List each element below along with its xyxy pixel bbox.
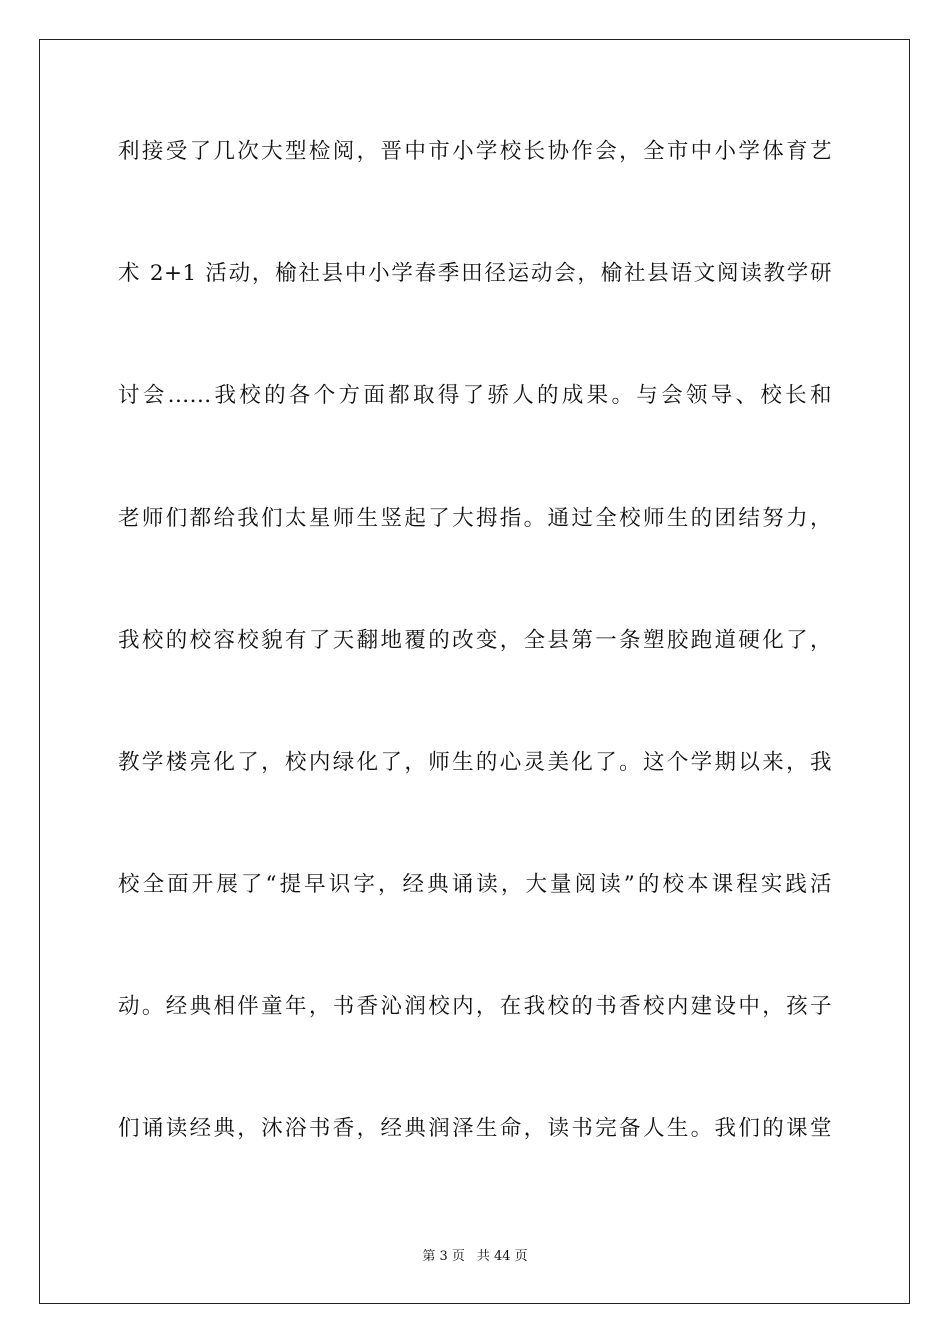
body-text-line-4: 老师们都给我们太星师生竖起了大拇指。通过全校师生的团结努力， xyxy=(118,506,832,531)
body-text-line-7: 校全面开展了“提早识字，经典诵读，大量阅读”的校本课程实践活 xyxy=(118,872,832,897)
page-total: 共 44 页 xyxy=(476,1249,528,1264)
page-footer xyxy=(0,1248,950,1266)
body-text-line-5: 我校的校容校貌有了天翻地覆的改变，全县第一条塑胶跑道硬化了， xyxy=(118,628,832,653)
body-text-line-6: 教学楼亮化了，校内绿化了，师生的心灵美化了。这个学期以来，我 xyxy=(118,750,832,775)
body-text-line-1: 利接受了几次大型检阅，晋中市小学校长协作会，全市中小学体育艺 xyxy=(118,139,832,164)
body-text-line-3: 讨会......我校的各个方面都取得了骄人的成果。与会领导、校长和 xyxy=(118,383,832,408)
body-text-line-9: 们诵读经典，沐浴书香，经典润泽生命，读书完备人生。我们的课堂 xyxy=(118,1116,832,1141)
body-text-line-8: 动。经典相伴童年，书香沁润校内，在我校的书香校内建设中，孩子 xyxy=(118,994,832,1019)
page-number: 第 3 页 xyxy=(422,1249,465,1264)
body-text-line-2: 术 2+1 活动，榆社县中小学春季田径运动会，榆社县语文阅读教学研 xyxy=(118,261,832,286)
